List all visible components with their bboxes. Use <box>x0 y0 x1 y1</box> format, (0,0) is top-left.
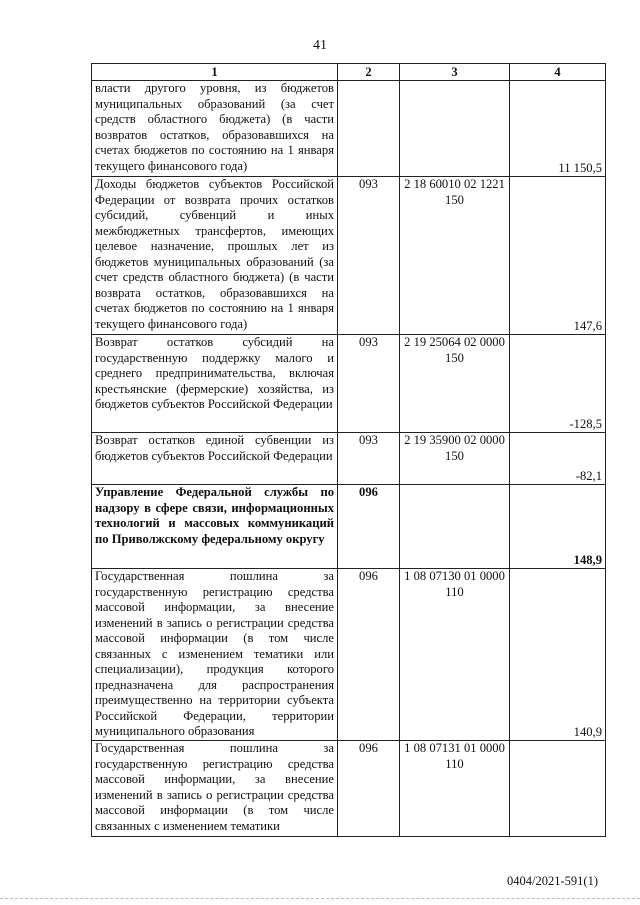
row-admin-code <box>338 81 400 177</box>
row-name: Возврат остатков субсидий на государственную поддержку малого и среднего предпринимательства, включая крестьянские (фермерские) хозяйства, из бюджетов субъектов Российской Федерации <box>92 335 338 433</box>
row-kbk-code <box>400 485 510 569</box>
column-header-1: 1 <box>92 64 338 81</box>
table-row <box>92 177 606 335</box>
row-amount: -128,5 <box>510 335 606 433</box>
table-row <box>92 81 606 177</box>
row-kbk-code: 2 19 25064 02 0000 150 <box>400 335 510 433</box>
column-header-3: 3 <box>400 64 510 81</box>
row-amount: -82,1 <box>510 433 606 485</box>
table-row <box>92 741 606 837</box>
row-amount: 147,6 <box>510 177 606 335</box>
column-header-4: 4 <box>510 64 606 81</box>
row-amount: 140,9 <box>510 569 606 741</box>
page-number: 41 <box>313 38 327 53</box>
row-name: Государственная пошлина за государственную регистрацию средства массовой информации, за внесение изменений в запись о регистрации средства массовой информации (в том числе связанных с изменением тематики или специализации), продукция которого предназначена для распространения преимущественно на территории субъекта Российской Федерации, территории муниципального образования <box>92 569 338 741</box>
row-name: Управление Федеральной службы по надзору в сфере связи, информационных технологий и массовых коммуникаций по Приволжскому федеральному округу <box>92 485 338 569</box>
row-kbk-code: 1 08 07131 01 0000 110 <box>400 741 510 837</box>
row-admin-code: 096 <box>338 741 400 837</box>
column-header-2: 2 <box>338 64 400 81</box>
row-admin-code: 093 <box>338 433 400 485</box>
row-kbk-code <box>400 81 510 177</box>
budget-table <box>91 63 606 837</box>
table-row <box>92 569 606 741</box>
row-admin-code: 096 <box>338 485 400 569</box>
row-amount <box>510 741 606 837</box>
row-name: власти другого уровня, из бюджетов муниципальных образований (за счет средств областного бюджета) (в части возвратов остатков, образовавшихся на счетах бюджетов по состоянию на 1 января текущего финансового года) <box>92 81 338 177</box>
document-code: 0404/2021-591(1) <box>507 874 598 888</box>
row-admin-code: 093 <box>338 177 400 335</box>
scan-edge-line <box>0 898 640 901</box>
table-row <box>92 335 606 433</box>
row-name: Государственная пошлина за государственную регистрацию средства массовой информации, за внесение изменений в запись о регистрации средства массовой информации (в том числе связанных с изменением тематики <box>92 741 338 837</box>
row-admin-code: 096 <box>338 569 400 741</box>
row-name: Возврат остатков единой субвенции из бюджетов субъектов Российской Федерации <box>92 433 338 485</box>
row-name: Доходы бюджетов субъектов Российской Федерации от возврата прочих остатков субсидий, субвенций и иных межбюджетных трансфертов, имеющих целевое назначение, прошлых лет из бюджетов муниципальных образований (за счет средств областного бюджета) (в части возврата остатков, образовавшихся на счетах бюджетов по состоянию на 1 января текущего финансового года) <box>92 177 338 335</box>
table-row <box>92 485 606 569</box>
row-admin-code: 093 <box>338 335 400 433</box>
row-amount: 148,9 <box>510 485 606 569</box>
row-kbk-code: 1 08 07130 01 0000 110 <box>400 569 510 741</box>
table-header-row <box>92 64 606 81</box>
row-kbk-code: 2 19 35900 02 0000 150 <box>400 433 510 485</box>
table-row <box>92 433 606 485</box>
row-kbk-code: 2 18 60010 02 1221 150 <box>400 177 510 335</box>
row-amount: 11 150,5 <box>510 81 606 177</box>
